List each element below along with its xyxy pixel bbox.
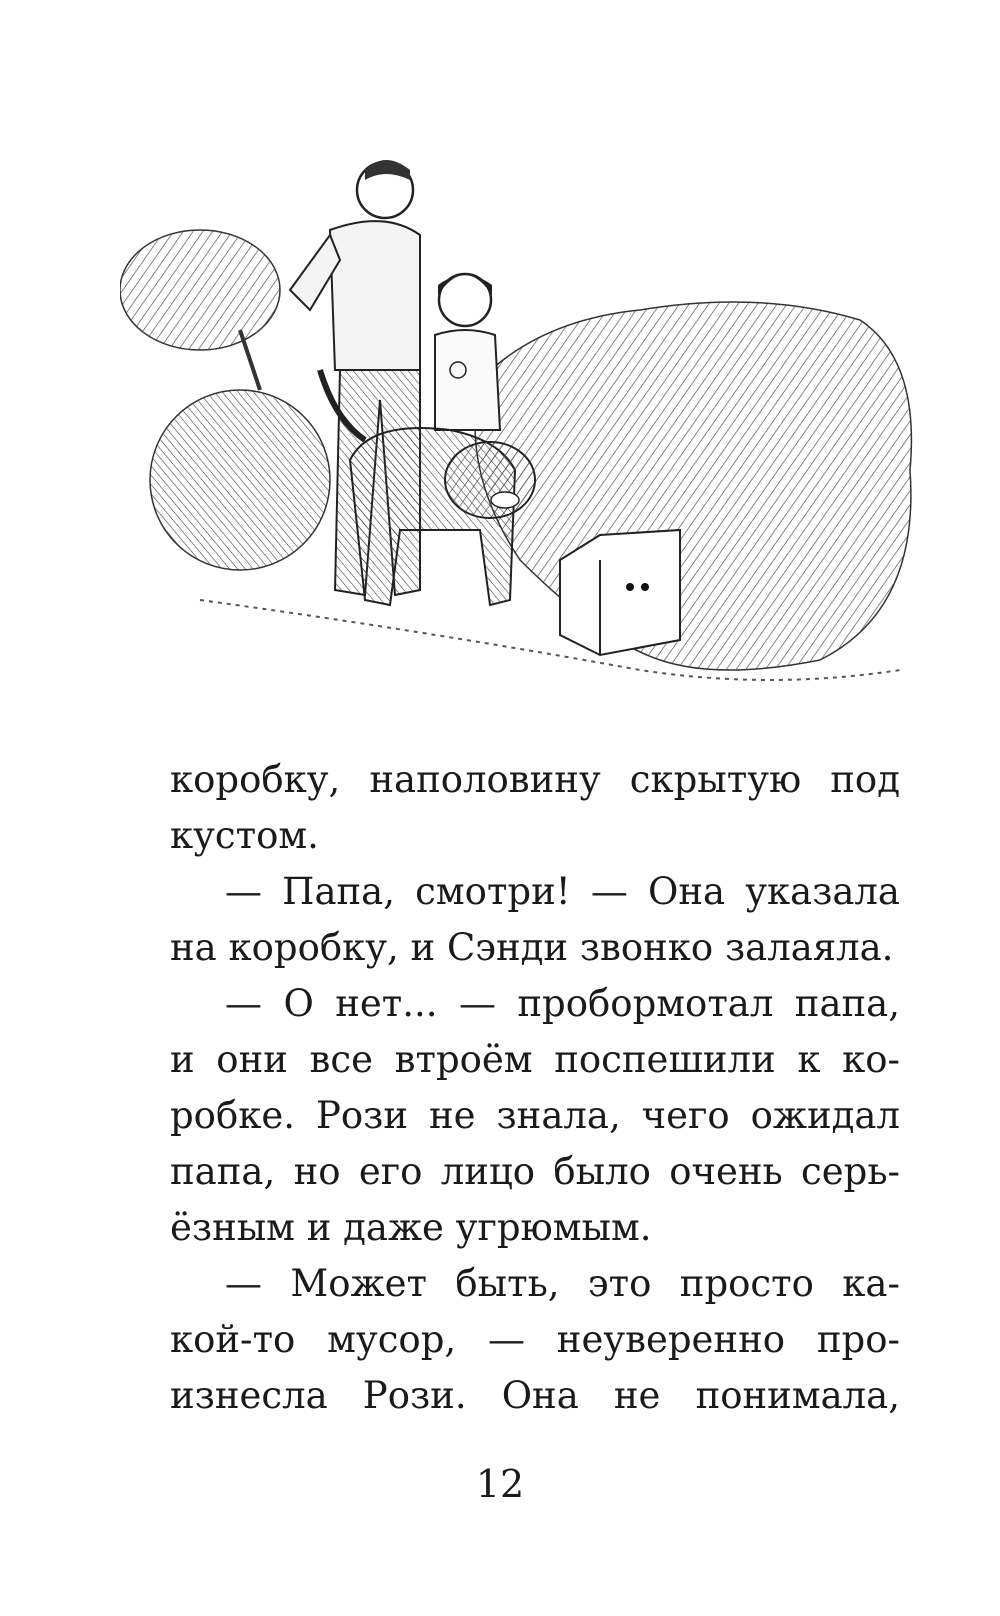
text-line: — О нет... — пробормотал папа, xyxy=(225,982,900,1025)
box-with-eyes xyxy=(560,530,680,655)
text-line: на коробку, и Сэнди звонко залаяла. xyxy=(170,926,894,969)
text-line: — Может быть, это просто ка- xyxy=(225,1262,900,1305)
illustration xyxy=(120,140,940,720)
girl-figure xyxy=(435,274,500,430)
text-line: кой-то мусор, — неуверенно про- xyxy=(170,1318,900,1361)
right-hedge xyxy=(475,302,911,670)
sketch-svg xyxy=(120,140,940,720)
text-line: коробку, наполовину скрытую под xyxy=(170,758,900,801)
text-line: кустом. xyxy=(170,814,319,857)
body-text xyxy=(170,752,900,1424)
left-bush xyxy=(150,390,330,570)
text-line: — Папа, смотри! — Она указала xyxy=(225,870,900,913)
page-number: 12 xyxy=(475,1462,525,1506)
text-line: ёзным и даже угрюмым. xyxy=(170,1206,652,1249)
text-line: робке. Рози не знала, чего ожидал xyxy=(170,1094,900,1137)
text-line: изнесла Рози. Она не понимала, xyxy=(170,1374,900,1417)
text-line: папа, но его лицо было очень серь- xyxy=(170,1150,900,1193)
text-line: и они все втроём поспешили к ко- xyxy=(170,1038,900,1081)
left-tree xyxy=(120,230,280,390)
